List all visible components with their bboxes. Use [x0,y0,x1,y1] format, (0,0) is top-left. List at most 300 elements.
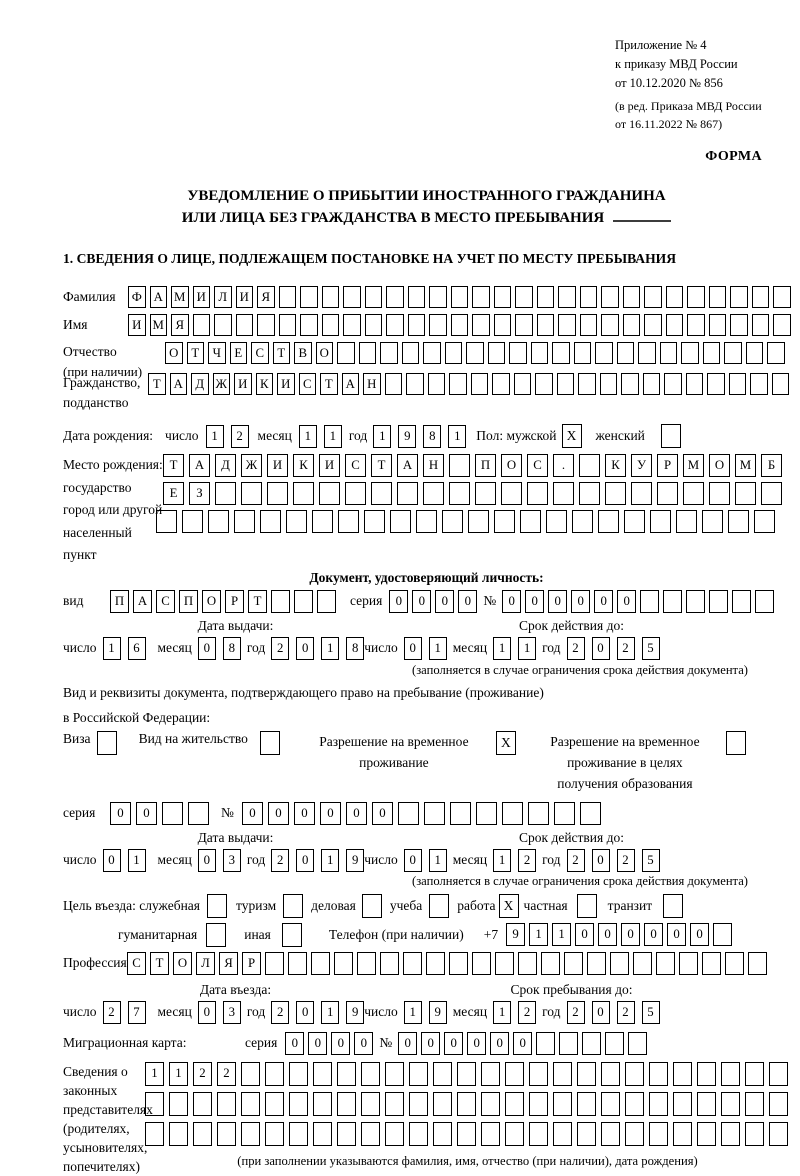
purpose-work-checkbox[interactable]: X [499,894,519,918]
char-cell[interactable] [193,1122,212,1146]
char-cell[interactable] [666,314,684,336]
char-cell[interactable] [385,1062,404,1086]
char-cell[interactable]: И [267,454,288,477]
char-cell[interactable]: 0 [513,1032,532,1055]
char-cell[interactable]: . [553,454,574,477]
char-cell[interactable] [578,373,596,395]
char-cell[interactable] [515,314,533,336]
char-cell[interactable] [546,510,567,533]
char-cell[interactable] [664,373,682,395]
char-cell[interactable] [265,1062,284,1086]
char-cell[interactable] [265,952,284,975]
char-cell[interactable] [236,314,254,336]
char-cell[interactable] [475,482,496,505]
char-cell[interactable]: Я [171,314,189,336]
char-cell[interactable] [426,952,445,975]
char-cell[interactable] [732,590,751,613]
char-cell[interactable] [514,373,532,395]
char-cell[interactable]: 8 [423,425,441,448]
char-cell[interactable]: 0 [198,637,216,660]
char-cell[interactable] [748,952,767,975]
char-cell[interactable] [713,923,732,946]
char-cell[interactable]: В [294,342,312,364]
char-cell[interactable] [625,1122,644,1146]
char-cell[interactable]: 0 [667,923,686,946]
char-cell[interactable]: 0 [354,1032,373,1055]
char-cell[interactable] [311,952,330,975]
char-cell[interactable]: К [256,373,274,395]
char-cell[interactable] [409,1122,428,1146]
visa-checkbox[interactable] [97,731,117,755]
char-cell[interactable] [365,314,383,336]
char-cell[interactable]: 0 [285,1032,304,1055]
char-cell[interactable] [709,482,730,505]
char-cell[interactable] [494,286,512,308]
char-cell[interactable]: 6 [128,637,146,660]
sex-female-checkbox[interactable] [661,424,681,448]
char-cell[interactable] [769,1122,788,1146]
char-cell[interactable]: Н [363,373,381,395]
char-cell[interactable] [488,342,506,364]
char-cell[interactable] [371,482,392,505]
char-cell[interactable] [595,342,613,364]
char-cell[interactable] [559,1032,578,1055]
char-cell[interactable] [767,342,785,364]
char-cell[interactable] [579,454,600,477]
char-cell[interactable] [572,510,593,533]
char-cell[interactable] [457,1092,476,1116]
char-cell[interactable]: О [202,590,221,613]
char-cell[interactable] [773,286,791,308]
char-cell[interactable]: 5 [642,637,660,660]
char-cell[interactable] [697,1092,716,1116]
char-cell[interactable]: Л [214,286,232,308]
char-cell[interactable] [553,1062,572,1086]
char-cell[interactable]: Т [273,342,291,364]
char-cell[interactable] [365,286,383,308]
char-cell[interactable]: 0 [435,590,454,613]
char-cell[interactable] [361,1062,380,1086]
char-cell[interactable] [279,286,297,308]
char-cell[interactable]: 0 [198,1001,216,1024]
char-cell[interactable]: 0 [621,923,640,946]
char-cell[interactable] [729,373,747,395]
char-cell[interactable] [423,342,441,364]
char-cell[interactable]: 1 [299,425,317,448]
char-cell[interactable] [529,1122,548,1146]
char-cell[interactable]: Я [257,286,275,308]
char-cell[interactable] [472,952,491,975]
char-cell[interactable] [587,952,606,975]
char-cell[interactable] [761,482,782,505]
char-cell[interactable]: 0 [296,1001,314,1024]
char-cell[interactable]: П [110,590,129,613]
char-cell[interactable]: 1 [169,1062,188,1086]
char-cell[interactable] [730,314,748,336]
char-cell[interactable] [169,1092,188,1116]
char-cell[interactable] [472,286,490,308]
char-cell[interactable] [643,373,661,395]
char-cell[interactable] [580,286,598,308]
char-cell[interactable]: 0 [242,802,263,825]
char-cell[interactable] [579,482,600,505]
char-cell[interactable] [773,314,791,336]
char-cell[interactable]: 9 [429,1001,447,1024]
char-cell[interactable]: 3 [223,1001,241,1024]
char-cell[interactable]: Т [148,373,166,395]
char-cell[interactable] [580,802,601,825]
char-cell[interactable]: 0 [467,1032,486,1055]
char-cell[interactable]: Д [215,454,236,477]
char-cell[interactable]: 0 [398,1032,417,1055]
char-cell[interactable] [289,1062,308,1086]
char-cell[interactable] [752,286,770,308]
char-cell[interactable] [449,454,470,477]
char-cell[interactable]: 0 [296,849,314,872]
purpose-official-checkbox[interactable] [207,894,227,918]
char-cell[interactable] [709,314,727,336]
char-cell[interactable]: 0 [308,1032,327,1055]
char-cell[interactable]: Ж [213,373,231,395]
char-cell[interactable] [398,802,419,825]
char-cell[interactable] [343,286,361,308]
char-cell[interactable] [721,1092,740,1116]
char-cell[interactable]: 0 [502,590,521,613]
char-cell[interactable] [501,482,522,505]
char-cell[interactable] [623,286,641,308]
char-cell[interactable]: З [189,482,210,505]
char-cell[interactable] [577,1122,596,1146]
char-cell[interactable] [300,314,318,336]
char-cell[interactable]: Т [320,373,338,395]
char-cell[interactable] [553,1122,572,1146]
char-cell[interactable] [408,314,426,336]
char-cell[interactable] [286,510,307,533]
char-cell[interactable] [385,373,403,395]
char-cell[interactable] [730,286,748,308]
char-cell[interactable]: Е [230,342,248,364]
char-cell[interactable] [361,1092,380,1116]
char-cell[interactable]: Е [163,482,184,505]
char-cell[interactable] [409,1062,428,1086]
char-cell[interactable]: М [735,454,756,477]
char-cell[interactable]: 5 [642,849,660,872]
char-cell[interactable]: 1 [493,637,511,660]
char-cell[interactable]: 2 [617,1001,635,1024]
char-cell[interactable]: 0 [458,590,477,613]
char-cell[interactable] [345,482,366,505]
char-cell[interactable] [505,1062,524,1086]
purpose-tourism-checkbox[interactable] [283,894,303,918]
char-cell[interactable] [541,952,560,975]
char-cell[interactable]: 9 [506,923,525,946]
char-cell[interactable] [312,510,333,533]
char-cell[interactable]: 1 [321,1001,339,1024]
char-cell[interactable] [724,342,742,364]
char-cell[interactable]: 1 [404,1001,422,1024]
char-cell[interactable]: С [345,454,366,477]
char-cell[interactable] [679,952,698,975]
char-cell[interactable]: 2 [518,1001,536,1024]
char-cell[interactable] [531,342,549,364]
char-cell[interactable]: 1 [373,425,391,448]
char-cell[interactable] [574,342,592,364]
char-cell[interactable] [666,286,684,308]
char-cell[interactable] [617,342,635,364]
char-cell[interactable]: 0 [598,923,617,946]
char-cell[interactable] [386,314,404,336]
char-cell[interactable]: С [527,454,548,477]
char-cell[interactable] [433,1092,452,1116]
char-cell[interactable]: А [133,590,152,613]
char-cell[interactable] [162,802,183,825]
char-cell[interactable] [558,286,576,308]
char-cell[interactable] [557,373,575,395]
char-cell[interactable] [338,510,359,533]
char-cell[interactable] [409,1092,428,1116]
char-cell[interactable] [640,590,659,613]
char-cell[interactable]: Т [187,342,205,364]
char-cell[interactable] [600,373,618,395]
char-cell[interactable] [697,1122,716,1146]
char-cell[interactable]: К [605,454,626,477]
char-cell[interactable] [279,314,297,336]
char-cell[interactable] [319,482,340,505]
char-cell[interactable]: 8 [346,637,364,660]
char-cell[interactable] [601,314,619,336]
char-cell[interactable] [385,1122,404,1146]
char-cell[interactable]: О [165,342,183,364]
char-cell[interactable] [529,1092,548,1116]
char-cell[interactable] [241,482,262,505]
char-cell[interactable]: С [299,373,317,395]
char-cell[interactable] [337,1092,356,1116]
char-cell[interactable] [687,286,705,308]
char-cell[interactable] [623,314,641,336]
char-cell[interactable]: 0 [444,1032,463,1055]
char-cell[interactable] [214,314,232,336]
char-cell[interactable] [683,482,704,505]
char-cell[interactable] [577,1062,596,1086]
char-cell[interactable] [728,510,749,533]
char-cell[interactable]: И [234,373,252,395]
char-cell[interactable] [380,952,399,975]
char-cell[interactable] [449,373,467,395]
char-cell[interactable] [313,1092,332,1116]
char-cell[interactable] [554,802,575,825]
char-cell[interactable] [537,286,555,308]
char-cell[interactable]: Т [163,454,184,477]
char-cell[interactable] [424,802,445,825]
char-cell[interactable]: 2 [193,1062,212,1086]
char-cell[interactable]: И [193,286,211,308]
char-cell[interactable] [289,1092,308,1116]
char-cell[interactable]: 0 [103,849,121,872]
char-cell[interactable] [656,952,675,975]
char-cell[interactable] [663,590,682,613]
char-cell[interactable]: О [709,454,730,477]
char-cell[interactable] [509,342,527,364]
char-cell[interactable] [215,482,236,505]
char-cell[interactable]: 0 [294,802,315,825]
char-cell[interactable] [289,1122,308,1146]
char-cell[interactable]: А [189,454,210,477]
char-cell[interactable]: 1 [128,849,146,872]
char-cell[interactable]: С [127,952,146,975]
char-cell[interactable] [492,373,510,395]
char-cell[interactable] [397,482,418,505]
char-cell[interactable]: 0 [198,849,216,872]
char-cell[interactable] [610,952,629,975]
char-cell[interactable]: 0 [592,1001,610,1024]
char-cell[interactable] [429,314,447,336]
char-cell[interactable]: 2 [617,637,635,660]
char-cell[interactable] [257,314,275,336]
char-cell[interactable] [364,510,385,533]
char-cell[interactable] [208,510,229,533]
char-cell[interactable]: Т [248,590,267,613]
char-cell[interactable]: 1 [206,425,224,448]
char-cell[interactable]: О [316,342,334,364]
char-cell[interactable] [515,286,533,308]
temp-edu-checkbox[interactable] [726,731,746,755]
char-cell[interactable] [433,1062,452,1086]
char-cell[interactable] [598,510,619,533]
char-cell[interactable] [423,482,444,505]
char-cell[interactable] [745,1092,764,1116]
char-cell[interactable] [260,510,281,533]
char-cell[interactable] [293,482,314,505]
char-cell[interactable] [442,510,463,533]
char-cell[interactable]: 0 [296,637,314,660]
char-cell[interactable]: 0 [346,802,367,825]
char-cell[interactable] [628,1032,647,1055]
char-cell[interactable] [644,286,662,308]
char-cell[interactable] [649,1062,668,1086]
char-cell[interactable] [686,590,705,613]
char-cell[interactable]: Д [191,373,209,395]
char-cell[interactable] [402,342,420,364]
char-cell[interactable] [337,1062,356,1086]
char-cell[interactable]: 0 [490,1032,509,1055]
char-cell[interactable] [697,1062,716,1086]
char-cell[interactable] [707,373,725,395]
char-cell[interactable]: 9 [346,849,364,872]
char-cell[interactable]: 2 [231,425,249,448]
char-cell[interactable] [564,952,583,975]
char-cell[interactable] [457,1062,476,1086]
char-cell[interactable] [385,1092,404,1116]
char-cell[interactable]: П [475,454,496,477]
char-cell[interactable]: 0 [571,590,590,613]
char-cell[interactable] [577,1092,596,1116]
char-cell[interactable] [673,1062,692,1086]
char-cell[interactable] [755,590,774,613]
char-cell[interactable] [265,1122,284,1146]
char-cell[interactable]: Т [150,952,169,975]
char-cell[interactable] [644,314,662,336]
char-cell[interactable] [505,1092,524,1116]
char-cell[interactable]: 1 [324,425,342,448]
char-cell[interactable] [681,342,699,364]
char-cell[interactable] [657,482,678,505]
char-cell[interactable]: 9 [398,425,416,448]
char-cell[interactable]: 1 [493,1001,511,1024]
char-cell[interactable] [265,1092,284,1116]
char-cell[interactable] [687,314,705,336]
char-cell[interactable] [481,1122,500,1146]
char-cell[interactable]: 2 [103,1001,121,1024]
char-cell[interactable]: 1 [493,849,511,872]
char-cell[interactable] [745,1062,764,1086]
char-cell[interactable] [449,482,470,505]
char-cell[interactable] [605,1032,624,1055]
char-cell[interactable] [241,1062,260,1086]
char-cell[interactable] [725,952,744,975]
char-cell[interactable]: Н [423,454,444,477]
char-cell[interactable]: Л [196,952,215,975]
char-cell[interactable] [721,1122,740,1146]
char-cell[interactable] [169,1122,188,1146]
char-cell[interactable] [451,286,469,308]
char-cell[interactable]: А [170,373,188,395]
char-cell[interactable] [357,952,376,975]
char-cell[interactable] [288,952,307,975]
char-cell[interactable] [601,1092,620,1116]
char-cell[interactable]: 2 [217,1062,236,1086]
char-cell[interactable]: 2 [271,1001,289,1024]
char-cell[interactable]: Б [761,454,782,477]
char-cell[interactable] [403,952,422,975]
char-cell[interactable] [361,1122,380,1146]
char-cell[interactable] [300,286,318,308]
char-cell[interactable]: 0 [644,923,663,946]
char-cell[interactable]: Р [242,952,261,975]
char-cell[interactable] [241,1122,260,1146]
char-cell[interactable] [553,1092,572,1116]
char-cell[interactable]: 0 [320,802,341,825]
char-cell[interactable]: Ч [208,342,226,364]
char-cell[interactable]: К [293,454,314,477]
char-cell[interactable] [145,1122,164,1146]
char-cell[interactable] [468,510,489,533]
char-cell[interactable] [702,510,723,533]
char-cell[interactable] [386,286,404,308]
char-cell[interactable]: 1 [552,923,571,946]
char-cell[interactable] [494,510,515,533]
char-cell[interactable] [406,373,424,395]
char-cell[interactable] [193,1092,212,1116]
char-cell[interactable] [601,1122,620,1146]
char-cell[interactable] [429,286,447,308]
char-cell[interactable]: 9 [346,1001,364,1024]
char-cell[interactable] [317,590,336,613]
char-cell[interactable]: 3 [223,849,241,872]
char-cell[interactable]: О [173,952,192,975]
char-cell[interactable] [193,314,211,336]
char-cell[interactable] [450,802,471,825]
char-cell[interactable] [625,1092,644,1116]
char-cell[interactable] [582,1032,601,1055]
char-cell[interactable] [234,510,255,533]
char-cell[interactable]: 1 [529,923,548,946]
char-cell[interactable] [145,1092,164,1116]
char-cell[interactable] [408,286,426,308]
char-cell[interactable]: 2 [271,637,289,660]
char-cell[interactable]: 0 [404,849,422,872]
char-cell[interactable] [601,286,619,308]
char-cell[interactable]: А [150,286,168,308]
